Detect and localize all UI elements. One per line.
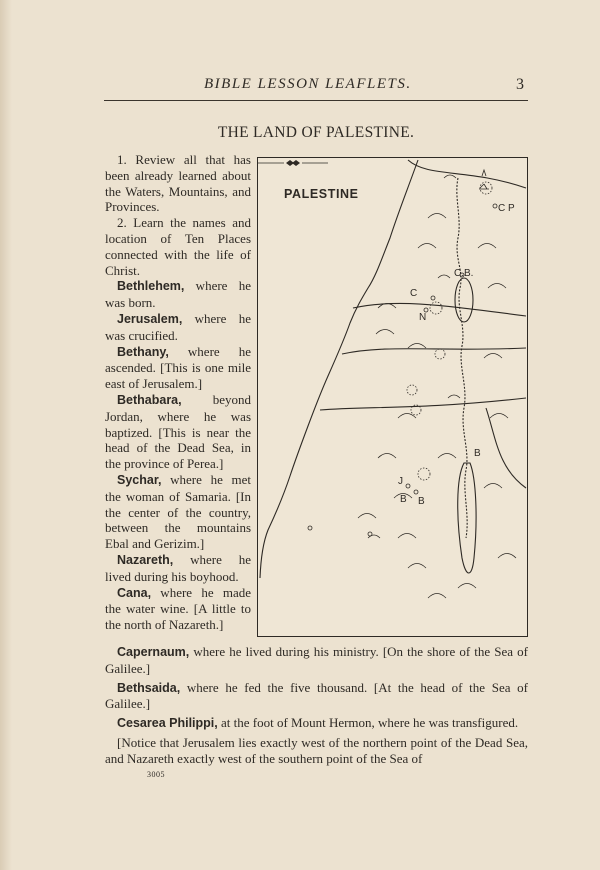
- lesson-title: THE LAND OF PALESTINE.: [217, 124, 415, 141]
- map-label-bethany: B: [418, 496, 425, 507]
- boundary-perea: [486, 408, 526, 488]
- place-description: at the foot of Mount Hermon, where he was transfigured.: [217, 715, 519, 731]
- map-title: PALESTINE: [284, 187, 359, 201]
- print-mark: 3005: [147, 770, 165, 779]
- map-label-jerusalem: J: [398, 476, 403, 487]
- place-description: where he made the water wine. [A little to the north of Nazareth.]: [105, 584, 251, 633]
- place-description: where he was crucified.: [105, 310, 251, 343]
- place-name: Bethabara,: [117, 392, 182, 407]
- boundary-north: [408, 160, 526, 188]
- palestine-map: [257, 157, 528, 637]
- place-entry-bethany: [105, 344, 251, 392]
- coastline: [260, 160, 418, 578]
- place-entry-bethabara: [105, 392, 251, 472]
- town-marker-cana: [431, 296, 435, 300]
- place-entry-bethsaida: [105, 680, 528, 713]
- page-number: 3: [516, 76, 524, 93]
- place-description: where he met the woman of Samaria. [In the center of the country, between the mountains Ebal and Gerizim.]: [105, 471, 251, 552]
- town-marker-jerusalem: [406, 484, 410, 488]
- mount-hermon-hatching: [479, 170, 489, 189]
- place-name: Bethlehem,: [117, 279, 185, 294]
- instruction-1: 1. Review all that has been already learned about the Waters, Mountains, and Provinces.: [105, 152, 251, 215]
- map-label-nazareth: N: [419, 312, 427, 323]
- map-label-capernaum-bethsaida: C.B.: [454, 268, 474, 279]
- map-drawing: [258, 158, 527, 636]
- town-marker-south: [368, 532, 372, 536]
- full-width-text: [105, 644, 528, 767]
- map-label-bethlehem: B: [400, 494, 407, 505]
- instruction-2: 2. Learn the names and location of Ten Places connected with the life of Christ.: [105, 215, 251, 278]
- sea-of-galilee: [455, 278, 473, 322]
- place-entry-sychar: [105, 472, 251, 552]
- place-name: Cesarea Philippi,: [117, 716, 218, 731]
- boundary-samaria-judea: [320, 398, 526, 410]
- place-description: where he was born.: [105, 278, 251, 311]
- place-entry-cana: [105, 585, 251, 633]
- place-description: where he lived during his ministry. [On the shore of the Sea of Galilee.]: [105, 644, 528, 676]
- place-description: where he fed the five thousand. [At the head of the Sea of Galilee.]: [105, 679, 528, 712]
- town-marker-cesarea-philippi: [493, 204, 497, 208]
- hill-samaria: [435, 349, 445, 359]
- running-title: BIBLE LESSON LEAFLETS.: [204, 76, 412, 92]
- map-label-cesarea-philippi: C P: [498, 203, 515, 214]
- map-title-ornament: [258, 158, 328, 168]
- mount-ebal: [407, 385, 417, 395]
- place-entry-nazareth: [105, 552, 251, 585]
- place-name: Capernaum,: [117, 645, 190, 659]
- place-description: where he lived during his boyhood.: [105, 551, 251, 584]
- map-label-cana: C: [410, 288, 418, 299]
- town-marker-bethany: [414, 490, 418, 494]
- place-description: where he ascended. [This is one mile east of Jerusalem.]: [105, 343, 251, 392]
- map-label-bethabara: B: [474, 448, 481, 459]
- running-header: [104, 76, 528, 101]
- page-edge-shadow: [0, 0, 12, 870]
- boundary-north-samaria: [342, 348, 526, 354]
- judean-hill: [418, 468, 430, 480]
- left-column-text: [105, 152, 251, 633]
- dead-sea: [458, 463, 476, 573]
- mount-tabor: [430, 302, 442, 314]
- place-entry-jerusalem: [105, 311, 251, 344]
- geography-note: [Notice that Jerusalem lies exactly west of the northern point of the Dead Sea, and Nazareth exactly west of the southern point of the Sea of: [105, 734, 528, 766]
- place-name: Cana,: [117, 585, 152, 600]
- place-entry-cesarea-philippi: [105, 715, 528, 732]
- place-entry-bethlehem: [105, 278, 251, 311]
- boundary-galilee: [353, 303, 526, 316]
- place-entry-capernaum: [105, 644, 528, 677]
- place-description: beyond Jordan, where he was baptized. [This is near the head of the Dead Sea, in the province of Perea.]: [105, 391, 251, 472]
- small-hill-hatching: [368, 175, 460, 538]
- place-name: Sychar,: [117, 472, 162, 487]
- place-name: Jerusalem,: [117, 311, 183, 326]
- place-name: Nazareth,: [117, 552, 174, 567]
- place-name: Bethany,: [117, 344, 169, 359]
- place-name: Bethsaida,: [117, 680, 181, 695]
- town-marker-coast: [308, 526, 312, 530]
